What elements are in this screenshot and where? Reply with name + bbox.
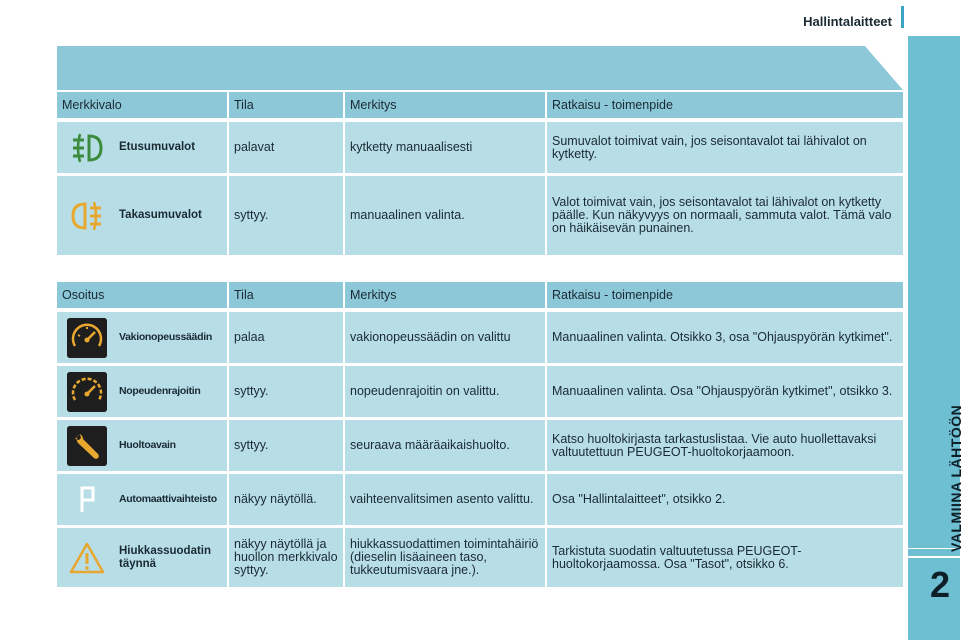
- page-header-title: Hallintalaitteet: [803, 14, 892, 29]
- cell-tila: palavat: [229, 122, 345, 176]
- indicator-name: Nopeudenrajoitin: [117, 366, 229, 420]
- cell-tila: näkyy näytöllä.: [229, 474, 345, 528]
- section-label: VALMIINA LÄHTÖÖN: [948, 404, 964, 552]
- chapter-number: 2: [929, 564, 950, 605]
- indicator-name: Hiukkassuodatin täynnä: [117, 528, 229, 590]
- icon-cell: [57, 474, 117, 528]
- cell-ratkaisu: Katso huoltokirjasta tarkastuslistaa. Vie auto huollettavaksi valtuutettuun PEUGEOT-huoltokorjaamoon.: [547, 420, 903, 474]
- cell-tila: palaa: [229, 312, 345, 366]
- indicator-table-displays: [57, 282, 903, 590]
- table-row: [57, 474, 903, 528]
- icon-cell: [57, 122, 117, 176]
- cell-ratkaisu: Sumuvalot toimivat vain, jos seisontavalot tai lähivalot on kytketty.: [547, 122, 903, 176]
- table-row: [57, 176, 903, 258]
- indicator-table-lights: [57, 92, 903, 258]
- section-banner: [57, 46, 903, 90]
- cell-merkitys: nopeudenrajoitin on valittu.: [345, 366, 547, 420]
- column-header: Merkitys: [345, 92, 547, 118]
- icon-cell: [57, 420, 117, 474]
- front-fog-lamp-icon: [67, 128, 107, 168]
- column-header: Merkkivalo: [57, 92, 229, 118]
- cell-ratkaisu: Tarkistuta suodatin valtuutetussa PEUGEOT-huoltokorjaamossa. Osa "Tasot", otsikko 6.: [547, 528, 903, 590]
- cell-merkitys: hiukkassuodattimen toimintahäiriö (dieselin lisäaineen taso, tukkeutumisvaara jne.).: [345, 528, 547, 590]
- table-row: [57, 420, 903, 474]
- cell-merkitys: vaihteenvalitsimen asento valittu.: [345, 474, 547, 528]
- icon-cell: [57, 176, 117, 258]
- table-header-row: [57, 92, 903, 118]
- table-header-row: [57, 282, 903, 308]
- warning-triangle-icon: [67, 538, 107, 578]
- indicator-name: Huoltoavain: [117, 420, 229, 474]
- cell-tila: syttyy.: [229, 366, 345, 420]
- indicator-name: Vakionopeussäädin: [117, 312, 229, 366]
- cell-merkitys: manuaalinen valinta.: [345, 176, 547, 258]
- indicator-name: Takasumuvalot: [117, 176, 229, 258]
- cell-merkitys: kytketty manuaalisesti: [345, 122, 547, 176]
- wrench-icon: [67, 426, 107, 466]
- column-header: Tila: [229, 92, 345, 118]
- gear-p-icon: [67, 480, 107, 520]
- icon-cell: [57, 366, 117, 420]
- column-header: Ratkaisu - toimenpide: [547, 282, 903, 308]
- icon-cell: [57, 528, 117, 590]
- table-row: [57, 366, 903, 420]
- column-header: Osoitus: [57, 282, 229, 308]
- cell-ratkaisu: Manuaalinen valinta. Otsikko 3, osa "Ohjauspyörän kytkimet".: [547, 312, 903, 366]
- cell-tila: näkyy näytöllä ja huollon merkkivalo syttyy.: [229, 528, 345, 590]
- cell-ratkaisu: Osa "Hallintalaitteet", otsikko 2.: [547, 474, 903, 528]
- table-row: [57, 528, 903, 590]
- cell-merkitys: vakionopeussäädin on valittu: [345, 312, 547, 366]
- indicator-name: Automaattivaihteisto: [117, 474, 229, 528]
- header-rule: [901, 6, 904, 28]
- sidebar-divider: [908, 556, 960, 558]
- table-row: [57, 312, 903, 366]
- speed-limiter-icon: [67, 372, 107, 412]
- rear-fog-lamp-icon: [67, 196, 107, 236]
- cruise-control-icon: [67, 318, 107, 358]
- column-header: Tila: [229, 282, 345, 308]
- table-row: [57, 122, 903, 176]
- cell-tila: syttyy.: [229, 176, 345, 258]
- column-header: Ratkaisu - toimenpide: [547, 92, 903, 118]
- cell-tila: syttyy.: [229, 420, 345, 474]
- column-header: Merkitys: [345, 282, 547, 308]
- cell-merkitys: seuraava määräaikaishuolto.: [345, 420, 547, 474]
- indicator-name: Etusumuvalot: [117, 122, 229, 176]
- cell-ratkaisu: Valot toimivat vain, jos seisontavalot tai lähivalot on kytketty päälle. Kun näkyvyys on normaali, sammuta valot. Tämä valo on häikäisevän punainen.: [547, 176, 903, 258]
- icon-cell: [57, 312, 117, 366]
- cell-ratkaisu: Manuaalinen valinta. Osa "Ohjauspyörän kytkimet", otsikko 3.: [547, 366, 903, 420]
